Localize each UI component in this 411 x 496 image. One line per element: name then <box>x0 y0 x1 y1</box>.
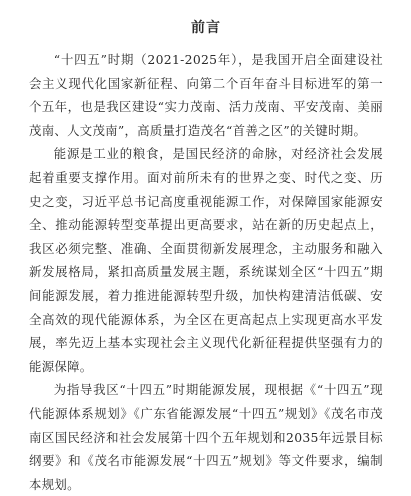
paragraph-energy: 能源是工业的粮食，是国民经济的命脉，对经济社会发展起着重要支撑作用。面对前所未有的世界之变、时代之变、历史之变，习近平总书记高度重视能源工作，对保障国家能源安全、推动能源转型变革提出更高要求，站在新的历史起点上，我区必须完整、准确、全面贯彻新发展理念，主动服务和融入新发展格局，紧扣高质量发展主题，系统谋划全区“十四五”期间能源发展，着力推进能源转型升级，加快构建清洁低碳、安全高效的现代能源体系，为全区在更高起点上实现更高水平发展，率先迈上基本实现社会主义现代化新征程提供坚强有力的能源保障。 <box>29 146 383 374</box>
paragraph-intro: “十四五”时期（2021-2025年），是我国开启全面建设社会主义现代化国家新征程、向第二个百年奋斗目标进军的第一个五年，也是我区建设“实力茂南、活力茂南、平安茂南、美丽茂南、人文茂南”，高质量打造茂名“首善之区”的关键时期。 <box>29 52 383 138</box>
page-title: 前言 <box>191 20 221 36</box>
paragraph-basis: 为指导我区“十四五”时期能源发展，现根据《“十四五”现代能源体系规划》《广东省能源发展“十四五”规划》《茂名市茂南区国民经济和社会发展第十四个五年规划和2035年远景目标纲要》和《茂名市能源发展“十四五”规划》等文件要求，编制本规划。 <box>29 382 383 492</box>
